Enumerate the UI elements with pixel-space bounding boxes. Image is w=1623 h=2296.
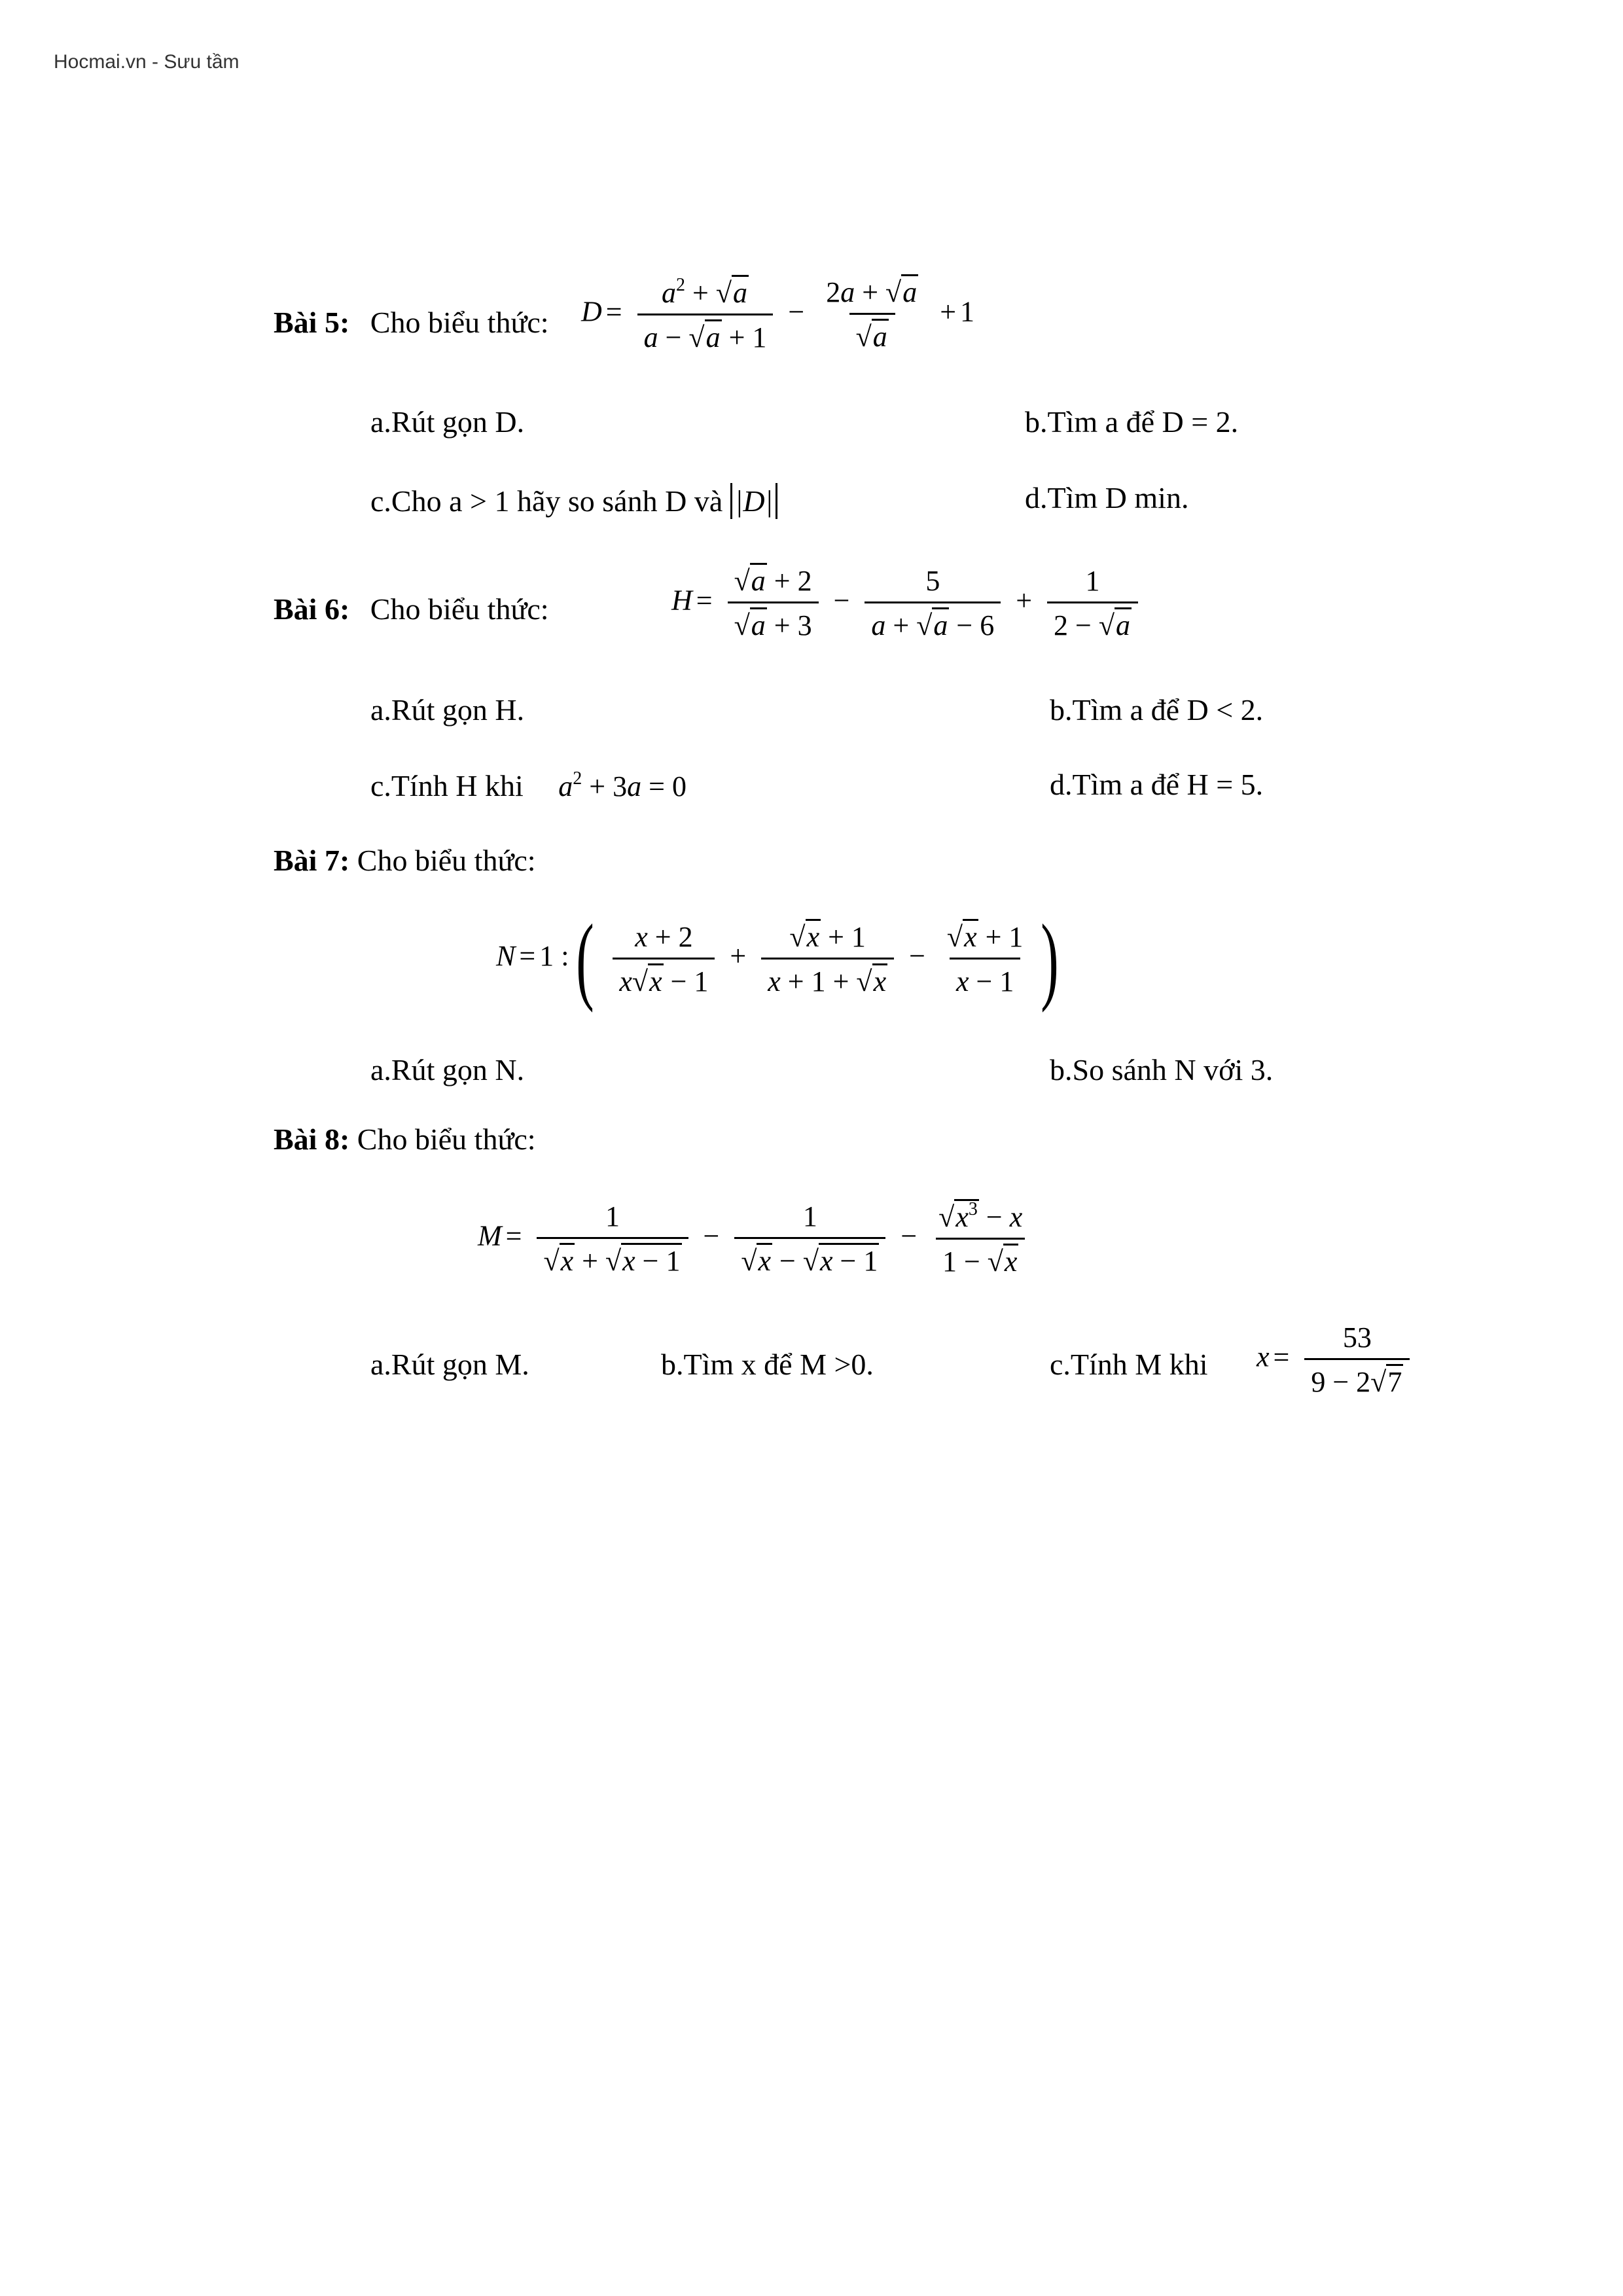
problem-6-intro: Cho biểu thức: [370, 592, 549, 626]
formula-d: D = $\frac{a^2 + √a}{a - √a + 1}$ − $\frac{2a + √a}{√a}$ + 1 [581, 275, 975, 353]
problem-8-part-a: a.Rút gọn M. [370, 1348, 529, 1381]
problem-5-part-d: d.Tìm D min. [1025, 481, 1189, 514]
problem-6-part-d: d.Tìm a để H = 5. [1050, 768, 1264, 801]
problem-5-part-a: a.Rút gọn D. [370, 405, 525, 439]
problem-7-intro: Cho biểu thức: [357, 844, 536, 877]
problem-7-label: Bài 7: [274, 844, 350, 877]
problem-7-part-b: b.So sánh N với 3. [1050, 1053, 1274, 1086]
problem-8-label: Bài 8: [274, 1122, 350, 1156]
problem-8-part-c: c.Tính M khi [1050, 1348, 1208, 1381]
problem-5-intro: Cho biểu thức: [370, 306, 549, 339]
problem-7-part-a: a.Rút gọn N. [370, 1053, 525, 1086]
abs-d: |D| [730, 483, 778, 519]
problem-6-part-c-text: c.Tính H khi [370, 769, 524, 802]
problem-8-heading [274, 1124, 536, 1155]
problem-8-intro: Cho biểu thức: [357, 1122, 536, 1156]
problem-6-part-c [370, 770, 687, 801]
problem-5-heading [274, 308, 549, 338]
problem-5-part-c-text: c.Cho a > 1 hãy so sánh D và [370, 484, 723, 518]
formula-n: N = 1 :( $\frac{x + 2}{x√x - 1}$ + $\frac{√x + 1}{x + 1 + √x}$ − $\frac{√x + 1}{x - 1}$ ) [496, 905, 1060, 1013]
problem-5-part-c [370, 483, 777, 519]
problem-8-part-b: b.Tìm x để M >0. [661, 1348, 874, 1381]
problem-7-heading [274, 846, 536, 876]
problem-6-label: Bài 6: [274, 592, 350, 626]
source-watermark: Hocmai.vn - Sưu tầm [54, 51, 240, 73]
formula-h-condition: $a^2 + 3a = 0$ [558, 768, 687, 802]
problem-5-part-b: b.Tìm a để D = 2. [1025, 405, 1239, 439]
problem-6-part-a: a.Rút gọn H. [370, 693, 525, 726]
formula-x-value: x = $\frac{53}{9 - 2√7}$ [1257, 1321, 1414, 1399]
problem-6-part-b: b.Tìm a để D < 2. [1050, 693, 1264, 726]
problem-5-label: Bài 5: [274, 306, 350, 339]
problem-6-heading [274, 594, 549, 624]
formula-m: M = $\frac{1}{√x + √x - 1}$ − $\frac{1}{√x - √x - 1}$ − $\frac{√x^3 - x}{1 - √x}$ [478, 1199, 1033, 1278]
formula-h: H = $\frac{√a + 2}{√a + 3}$ − $\frac{5}{a + √a - 6}$ + $\frac{1}{2 - √a}$ [671, 564, 1142, 642]
